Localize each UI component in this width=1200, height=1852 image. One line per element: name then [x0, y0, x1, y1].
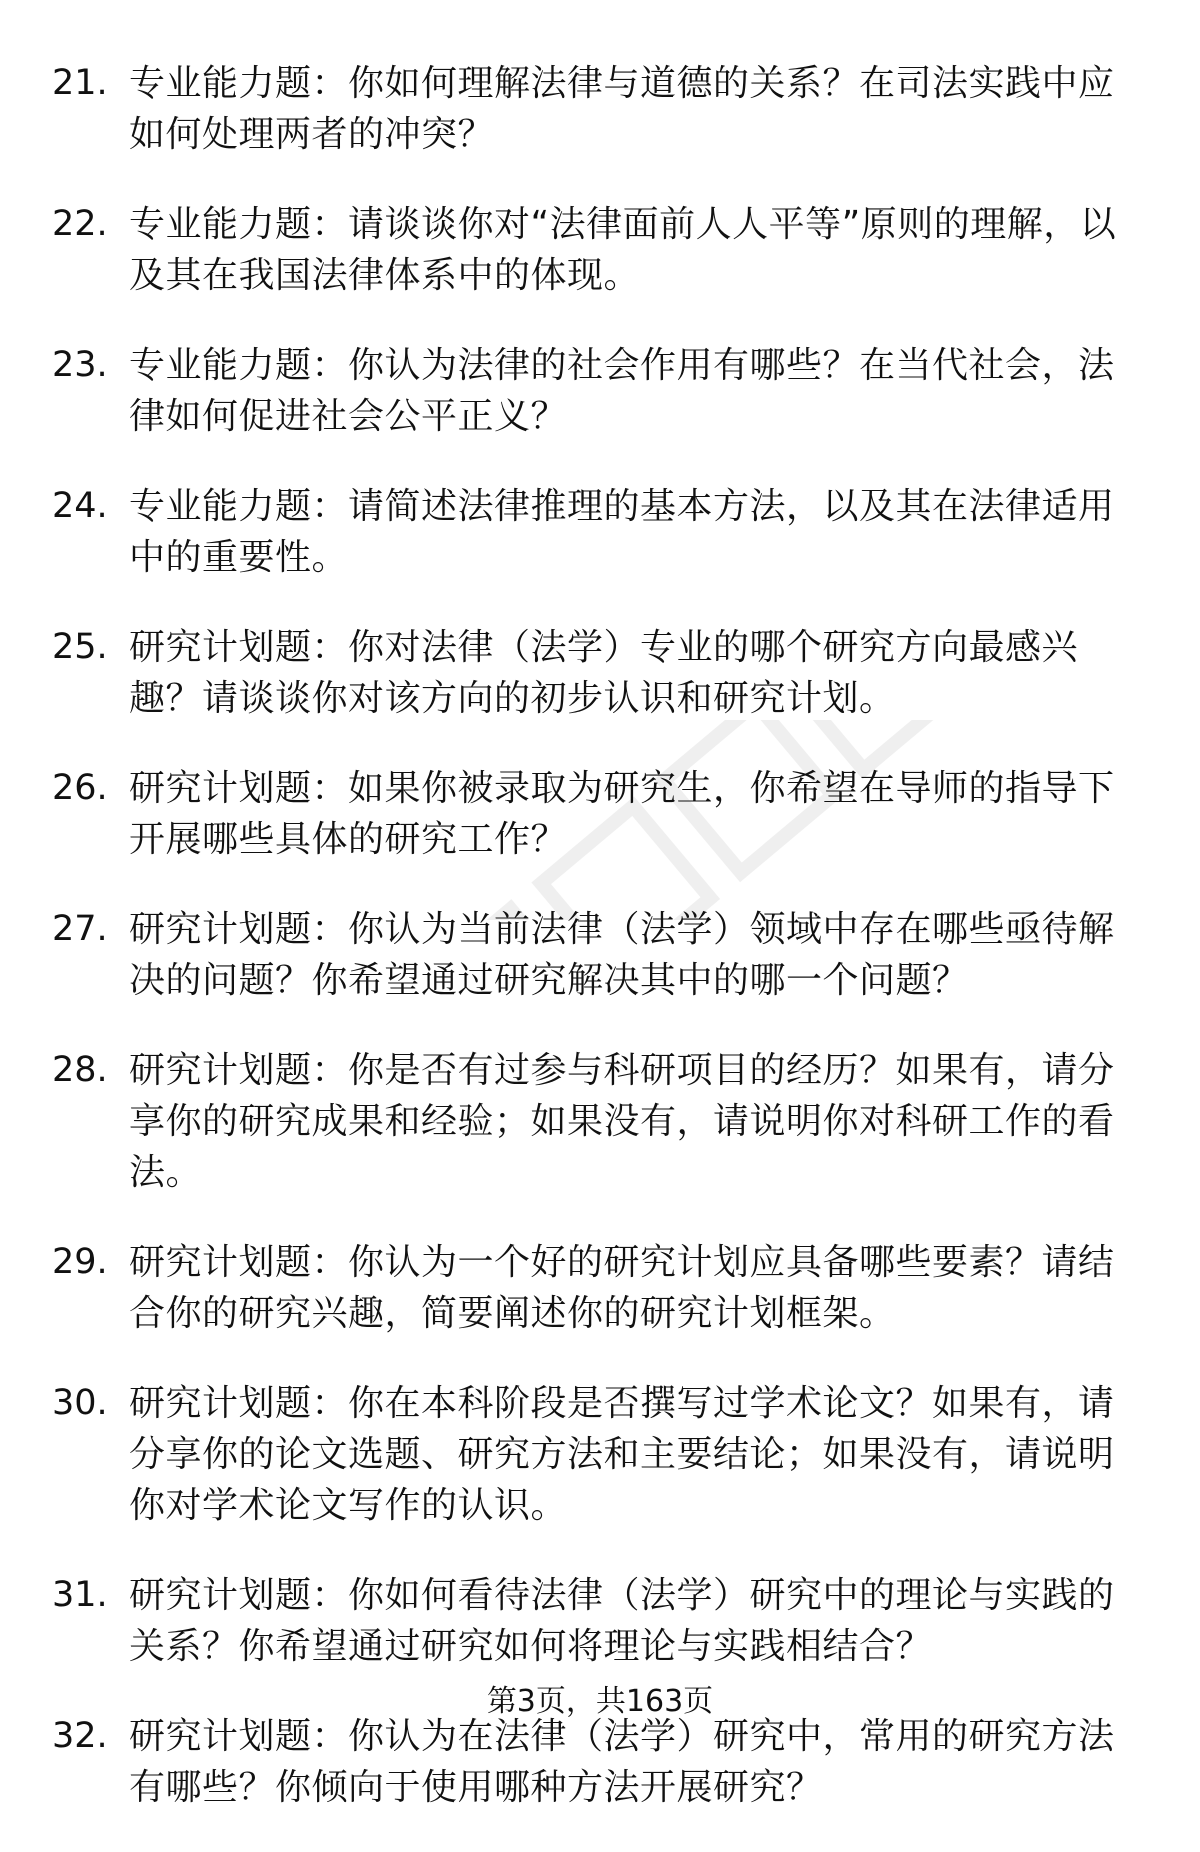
- question-text: 研究计划题：你在本科阶段是否撰写过学术论文？如果有，请分享你的论文选题、研究方法和主要结论；如果没有，请说明你对学术论文写作的认识。: [129, 1383, 1115, 1526]
- question-number: 29.: [52, 1242, 108, 1282]
- question-text: 研究计划题：你如何看待法律（法学）研究中的理论与实践的关系？你希望通过研究如何将理论与实践相结合？: [129, 1575, 1115, 1667]
- question-list: [0, 58, 1200, 1852]
- question-number: 21.: [52, 63, 108, 103]
- question-number: 25.: [52, 627, 108, 667]
- list-item: [0, 199, 1139, 301]
- question-text: 研究计划题：你是否有过参与科研项目的经历？如果有，请分享你的研究成果和经验；如果没有，请说明你对科研工作的看法。: [129, 1050, 1115, 1193]
- list-item: [0, 1237, 1139, 1339]
- question-text: 专业能力题：请简述法律推理的基本方法，以及其在法律适用中的重要性。: [129, 486, 1115, 578]
- question-number: 22.: [52, 204, 108, 244]
- list-item: [0, 58, 1139, 160]
- list-item: [0, 1045, 1139, 1198]
- question-number: 26.: [52, 768, 108, 808]
- list-item: [0, 763, 1139, 865]
- question-number: 30.: [52, 1383, 108, 1423]
- question-text: 专业能力题：你如何理解法律与道德的关系？在司法实践中应如何处理两者的冲突？: [129, 63, 1115, 155]
- list-item: [0, 481, 1139, 583]
- page-indicator: 第3页，共163页: [486, 1684, 714, 1719]
- question-text: 专业能力题：请谈谈你对“法律面前人人平等”原则的理解，以及其在我国法律体系中的体现。: [129, 204, 1117, 296]
- question-number: 31.: [52, 1575, 108, 1615]
- list-item: [0, 1378, 1139, 1531]
- question-text: 研究计划题：你认为一个好的研究计划应具备哪些要素？请结合你的研究兴趣，简要阐述你的研究计划框架。: [129, 1242, 1115, 1334]
- question-number: 32.: [52, 1716, 108, 1756]
- list-item: [0, 1570, 1139, 1672]
- list-item: [0, 340, 1139, 442]
- question-text: 研究计划题：你认为当前法律（法学）领域中存在哪些亟待解决的问题？你希望通过研究解决其中的哪一个问题？: [129, 909, 1115, 1001]
- question-text: 研究计划题：如果你被录取为研究生，你希望在导师的指导下开展哪些具体的研究工作？: [129, 768, 1115, 860]
- question-number: 24.: [52, 486, 108, 526]
- question-text: 专业能力题：你认为法律的社会作用有哪些？在当代社会，法律如何促进社会公平正义？: [129, 345, 1115, 437]
- question-text: 研究计划题：你对法律（法学）专业的哪个研究方向最感兴趣？请谈谈你对该方向的初步认识和研究计划。: [129, 627, 1079, 719]
- list-item: [0, 622, 1139, 724]
- question-text: 研究计划题：你认为在法律（法学）研究中，常用的研究方法有哪些？你倾向于使用哪种方法开展研究？: [129, 1716, 1115, 1808]
- list-item: [0, 1711, 1139, 1813]
- question-number: 28.: [52, 1050, 108, 1090]
- question-number: 23.: [52, 345, 108, 385]
- question-number: 27.: [52, 909, 108, 949]
- list-item: [0, 904, 1139, 1006]
